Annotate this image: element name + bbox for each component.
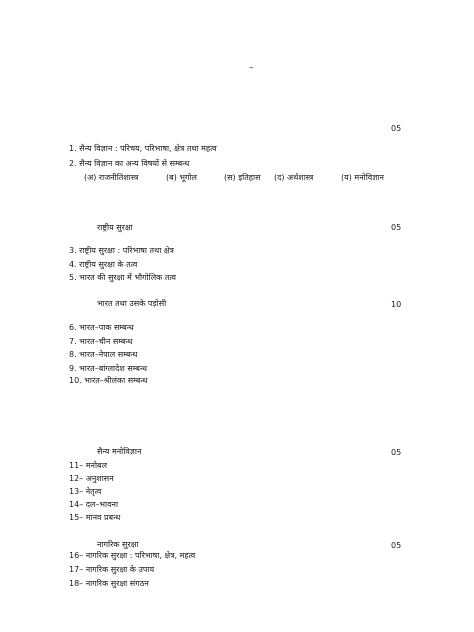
section-2-marks: 05 [391, 223, 402, 232]
section-4-marks: 05 [391, 448, 402, 457]
list-item: 13– नेतृत्व [69, 487, 102, 496]
list-item: 17– नागरिक सुरक्षा के उपाय [69, 565, 155, 574]
list-item: 11– मनोबल [69, 461, 108, 470]
list-item: 4. राष्ट्रीय सुरक्षा के तत्व [69, 260, 138, 269]
list-item: 15– मानव प्रबन्ध [69, 513, 121, 522]
section-1-marks: 05 [391, 124, 402, 133]
section-4-title: सैन्य मनोविज्ञान [97, 447, 142, 456]
list-item: 10. भारत–श्रीलंका सम्बन्ध [69, 376, 148, 385]
subitem: (द) अर्थशास्त्र [274, 173, 314, 182]
page-top-dash: – [249, 63, 254, 73]
list-item: 16– नागरिक सुरक्षा : परिभाषा, क्षेत्र, महत्व [69, 551, 196, 560]
list-item: 9. भारत–बांग्लादेश सम्बन्ध [69, 364, 148, 373]
list-item: 12– अनुशासन [69, 474, 114, 483]
subitem: (अ) राजनीतिशास्त्र [84, 173, 139, 182]
section-5-title: नागरिक सुरक्षा [97, 540, 139, 549]
section-5-marks: 05 [391, 541, 402, 550]
list-item: 14– दल–भावना [69, 500, 119, 509]
subitem: (य) मनोविज्ञान [341, 173, 384, 182]
list-item: 8. भारत–नेपाल सम्बन्ध [69, 350, 138, 359]
list-item: 18– नागरिक सुरक्षा संगठन [69, 579, 149, 588]
subitem: (ब) भूगोल [166, 173, 197, 182]
list-item: 6. भारत–पाक सम्बन्ध [69, 323, 134, 332]
list-item: 1. सैन्य विज्ञान : परिचय, परिभाषा, क्षेत्र तथा महत्व [69, 144, 217, 153]
list-item: 2. सैन्य विज्ञान का अन्य विषयों से सम्बन्ध [69, 159, 190, 168]
list-item: 7. भारत–चीन सम्बन्ध [69, 337, 133, 346]
list-item: 3. राष्ट्रीय सुरक्षा : परिभाषा तथा क्षेत्र [69, 246, 174, 255]
section-3-title: भारत तथा उसके पड़ोसी [97, 299, 167, 308]
section-2-title: राष्ट्रीय सुरक्षा [97, 223, 133, 232]
section-3-marks: 10 [391, 300, 402, 309]
list-item: 5. भारत की सुरक्षा में भौगोलिक तत्व [69, 273, 176, 282]
subitem: (स) इतिहास [224, 173, 261, 182]
